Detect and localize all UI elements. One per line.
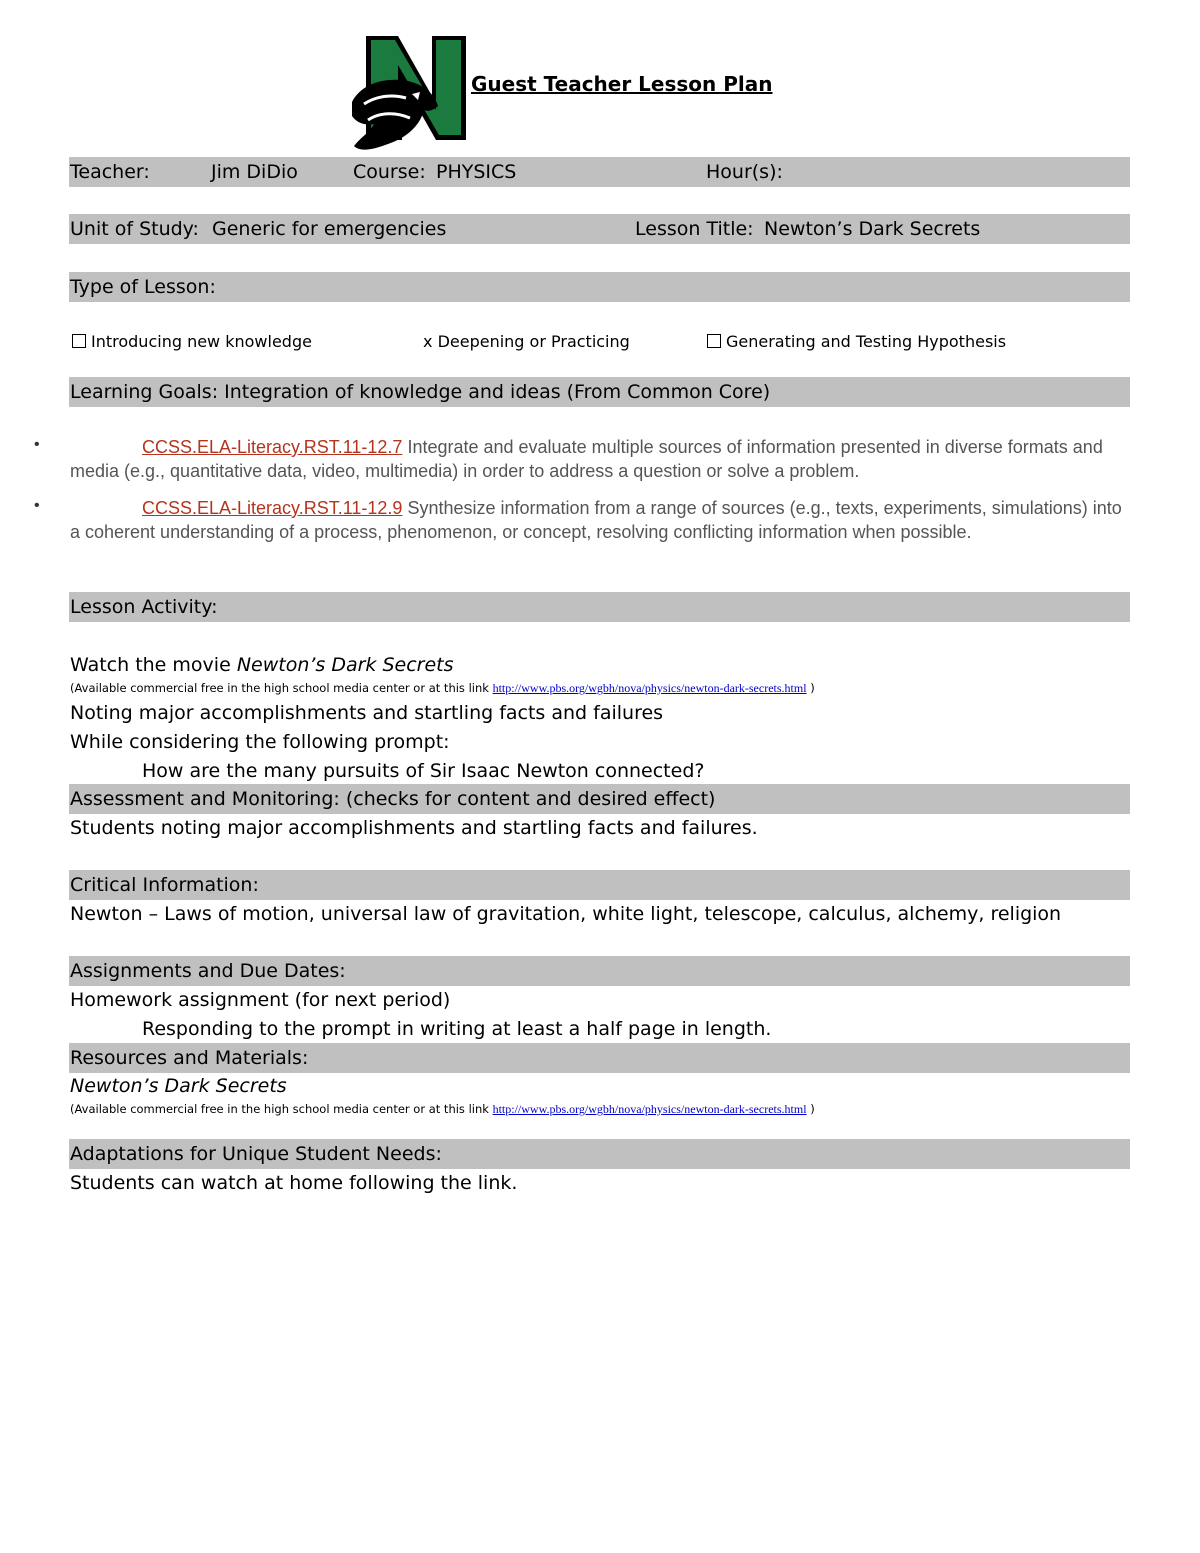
resource-movie: Newton’s Dark Secrets (70, 1075, 287, 1097)
lesson-type-option: Introducing new knowledge (72, 332, 312, 351)
bullet-icon: • (34, 497, 40, 514)
critical-info-text: Newton – Laws of motion, universal law of gravitation, white light, telescope, calculus, alchemy, religion (70, 903, 1062, 925)
course-name: PHYSICS (436, 161, 517, 183)
hours-label: Hour(s): (706, 161, 783, 183)
availability-note: (Available commercial free in the high school media center or at this link http://www.pbs.org/wgbh/nova/physics/newton-dark-secrets.html ) (70, 681, 815, 695)
adaptations-text: Students can watch at home following the link. (70, 1172, 518, 1194)
page-title: Guest Teacher Lesson Plan (471, 72, 773, 96)
assessment-label: Assessment and Monitoring: (checks for content and desired effect) (70, 788, 716, 810)
watch-line: Watch the movie Newton’s Dark Secrets (70, 654, 454, 676)
availability-note: (Available commercial free in the high school media center or at this link http://www.pbs.org/wgbh/nova/physics/newton-dark-secrets.html ) (70, 1102, 815, 1116)
movie-title: Newton’s Dark Secrets (236, 654, 454, 676)
lesson-type-option: x Deepening or Practicing (423, 332, 630, 351)
prompt-line: How are the many pursuits of Sir Isaac Newton connected? (142, 760, 705, 782)
course-label: Course: (353, 161, 426, 183)
assignments-label: Assignments and Due Dates: (70, 960, 346, 982)
checkbox-empty-icon (72, 334, 86, 348)
teacher-label: Teacher: (70, 161, 150, 183)
teacher-bar (69, 157, 1130, 187)
bullet-icon: • (34, 436, 40, 453)
noting-line: Noting major accomplishments and startling facts and failures (70, 702, 664, 724)
learning-goal-item: CCSS.ELA-Literacy.RST.11-12.9 Synthesize information from a range of sources (e.g., texts, experiments, simulations) into a coherent understanding of a process, phenomenon, or concept, resolving conflicting information when possible. (70, 498, 1122, 542)
critical-info-bar (69, 870, 1130, 900)
panther-n-logo-icon (350, 34, 468, 156)
type-of-lesson-bar (69, 272, 1130, 302)
assessment-text: Students noting major accomplishments and startling facts and failures. (70, 817, 758, 839)
lesson-type-option: Generating and Testing Hypothesis (707, 332, 1006, 351)
checkbox-empty-icon (707, 334, 721, 348)
adaptations-bar (69, 1139, 1130, 1169)
resources-bar (69, 1043, 1130, 1073)
unit-bar (69, 214, 1130, 244)
lesson-activity-label: Lesson Activity: (70, 596, 218, 618)
critical-info-label: Critical Information: (70, 874, 259, 896)
homework-line: Homework assignment (for next period) (70, 989, 451, 1011)
lesson-title-label: Lesson Title: (635, 218, 754, 240)
pbs-link[interactable]: http://www.pbs.org/wgbh/nova/physics/newton-dark-secrets.html (492, 1102, 807, 1116)
unit-label: Unit of Study: (70, 218, 199, 240)
type-of-lesson-label: Type of Lesson: (70, 276, 216, 298)
learning-goals-label: Learning Goals: Integration of knowledge and ideas (From Common Core) (70, 381, 771, 403)
lesson-title-value: Newton’s Dark Secrets (764, 218, 981, 240)
pbs-link[interactable]: http://www.pbs.org/wgbh/nova/physics/newton-dark-secrets.html (492, 681, 807, 695)
lesson-activity-bar (69, 592, 1130, 622)
assessment-bar (69, 784, 1130, 814)
standard-link[interactable]: CCSS.ELA-Literacy.RST.11-12.9 (142, 498, 403, 518)
resources-label: Resources and Materials: (70, 1047, 309, 1069)
teacher-name: Jim DiDio (211, 161, 298, 183)
while-line: While considering the following prompt: (70, 731, 450, 753)
responding-line: Responding to the prompt in writing at least a half page in length. (142, 1018, 772, 1040)
learning-goal-item: CCSS.ELA-Literacy.RST.11-12.7 Integrate and evaluate multiple sources of information presented in diverse formats and media (e.g., quantitative data, video, multimedia) in order to address a question or solve a problem. (70, 437, 1103, 481)
assignments-bar (69, 956, 1130, 986)
adaptations-label: Adaptations for Unique Student Needs: (70, 1143, 442, 1165)
unit-value: Generic for emergencies (212, 218, 447, 240)
standard-link[interactable]: CCSS.ELA-Literacy.RST.11-12.7 (142, 437, 403, 457)
learning-goals-bar (69, 377, 1130, 407)
